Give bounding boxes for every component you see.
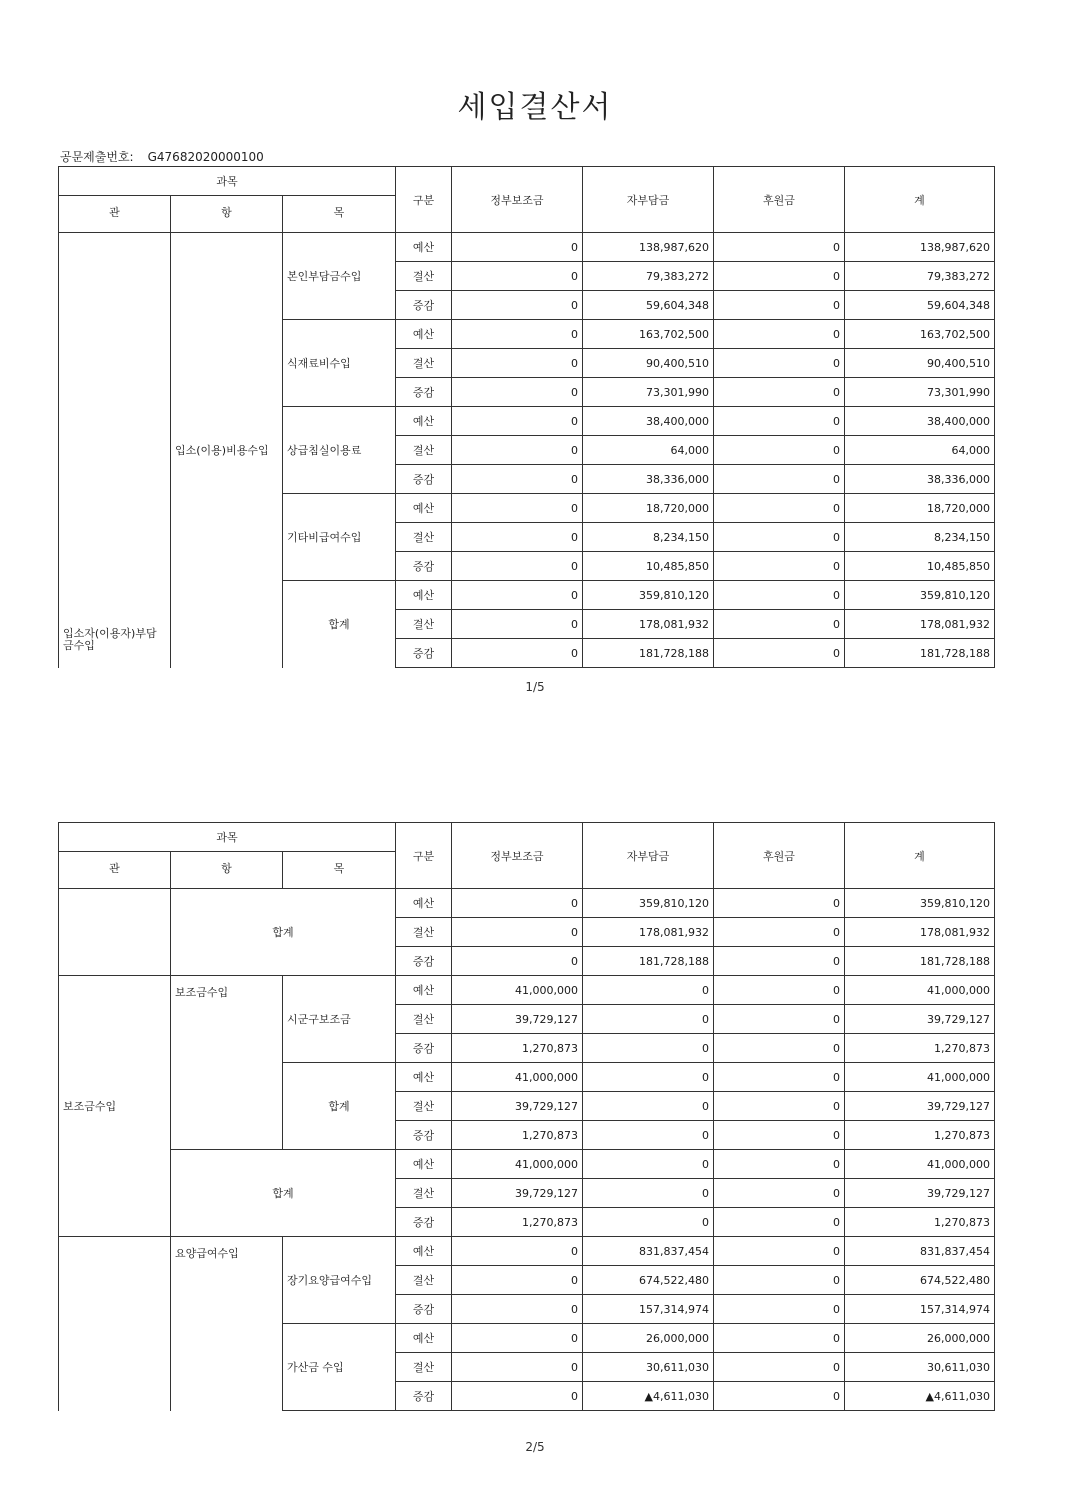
mok-label: 가산금 수입 [283,1324,396,1411]
page-number: 1/5 [525,680,545,694]
total-cell: 359,810,120 [845,889,995,918]
donation-cell: 0 [714,1092,845,1121]
total-cell: 26,000,000 [845,1324,995,1353]
total-cell: 73,301,990 [845,378,995,407]
gov-subsidy-cell: 0 [452,1266,583,1295]
donation-cell: 0 [714,523,845,552]
gwan-header: 관 [59,852,171,889]
gov-subsidy-cell: 41,000,000 [452,976,583,1005]
gov-subsidy-cell: 0 [452,1324,583,1353]
gov-subsidy-cell: 41,000,000 [452,1150,583,1179]
self-pay-cell: 0 [583,1063,714,1092]
row-type-label: 예산 [396,1237,452,1266]
gov-subsidy-cell: 0 [452,465,583,494]
row-type-label: 예산 [396,976,452,1005]
total-cell: 1,270,873 [845,1208,995,1237]
total-cell: 30,611,030 [845,1353,995,1382]
table-row [59,1150,995,1179]
total-cell: 674,522,480 [845,1266,995,1295]
total-cell: 18,720,000 [845,494,995,523]
total-cell: 41,000,000 [845,1063,995,1092]
donation-cell: 0 [714,349,845,378]
row-type-label: 증감 [396,1382,452,1411]
self-pay-cell: 359,810,120 [583,889,714,918]
self-pay-cell: 18,720,000 [583,494,714,523]
row-type-label: 예산 [396,1063,452,1092]
donation-cell: 0 [714,494,845,523]
donation-cell: 0 [714,1179,845,1208]
row-type-label: 결산 [396,1266,452,1295]
total-cell: 359,810,120 [845,581,995,610]
total-cell: 178,081,932 [845,918,995,947]
total-cell: 79,383,272 [845,262,995,291]
gov-subsidy-cell: 1,270,873 [452,1208,583,1237]
row-type-label: 예산 [396,1150,452,1179]
donation-cell: 0 [714,1382,845,1411]
mok-label: 시군구보조금 [283,976,396,1063]
self-pay-cell: 90,400,510 [583,349,714,378]
self-pay-cell: 138,987,620 [583,233,714,262]
submission-number-label: 공문제출번호: [60,150,134,164]
self-pay-cell: 26,000,000 [583,1324,714,1353]
gubun-header: 구분 [396,167,452,233]
row-type-label: 결산 [396,918,452,947]
gov-subsidy-cell: 0 [452,349,583,378]
total-cell: 831,837,454 [845,1237,995,1266]
gwan-label: 보조금수입 [59,976,171,1237]
gov-subsidy-cell: 0 [452,947,583,976]
donation-cell: 0 [714,1295,845,1324]
row-type-label: 예산 [396,320,452,349]
total-cell: 163,702,500 [845,320,995,349]
gov-subsidy-cell: 0 [452,291,583,320]
hang-header: 항 [171,196,283,233]
row-type-label: 결산 [396,1092,452,1121]
donation-cell: 0 [714,889,845,918]
donation-cell: 0 [714,1063,845,1092]
gov-subsidy-cell: 0 [452,918,583,947]
gwan-label-next [59,1237,171,1411]
donation-cell: 0 [714,1208,845,1237]
mok-label: 합계 [283,581,396,668]
gov-subsidy-cell: 0 [452,233,583,262]
mok-header: 목 [283,852,396,889]
hang-header: 항 [171,852,283,889]
gov-subsidy-cell: 0 [452,1353,583,1382]
self-pay-cell: 0 [583,1208,714,1237]
donation-cell: 0 [714,233,845,262]
gov-subsidy-cell: 0 [452,552,583,581]
total-cell: 178,081,932 [845,610,995,639]
row-type-label: 결산 [396,349,452,378]
gov-subsidy-cell: 0 [452,1382,583,1411]
document-title: 세입결산서 [457,90,613,125]
gubun-header: 구분 [396,823,452,889]
mok-label: 기타비급여수입 [283,494,396,581]
self-pay-cell: 79,383,272 [583,262,714,291]
gov-subsidy-cell: 39,729,127 [452,1179,583,1208]
gov-subsidy-cell: 0 [452,1295,583,1324]
gov-subsidy-cell: 39,729,127 [452,1092,583,1121]
mok-label: 상급침실이용료 [283,407,396,494]
total-cell: 41,000,000 [845,976,995,1005]
total-header: 계 [845,823,995,889]
gov-subsidy-cell: 0 [452,378,583,407]
gov-subsidy-header: 정부보조금 [452,823,583,889]
mok-label: 식재료비수입 [283,320,396,407]
self-pay-cell: 674,522,480 [583,1266,714,1295]
total-cell: 138,987,620 [845,233,995,262]
table-row [59,233,995,262]
row-type-label: 증감 [396,1034,452,1063]
gov-subsidy-cell: 0 [452,610,583,639]
row-type-label: 결산 [396,1353,452,1382]
mok-label: 장기요양급여수입 [283,1237,396,1324]
self-pay-cell: 359,810,120 [583,581,714,610]
donation-cell: 0 [714,1150,845,1179]
self-pay-cell: 0 [583,1034,714,1063]
donation-cell: 0 [714,291,845,320]
row-type-label: 결산 [396,436,452,465]
self-pay-cell: 10,485,850 [583,552,714,581]
total-cell: 38,400,000 [845,407,995,436]
gov-subsidy-cell: 0 [452,262,583,291]
total-cell: 1,270,873 [845,1034,995,1063]
donation-cell: 0 [714,552,845,581]
mok-sum-label: 합계 [283,1063,396,1150]
total-cell: 90,400,510 [845,349,995,378]
donation-cell: 0 [714,1237,845,1266]
row-type-label: 증감 [396,639,452,668]
page-number: 2/5 [525,1440,545,1454]
row-type-label: 증감 [396,1208,452,1237]
gov-subsidy-cell: 0 [452,407,583,436]
row-type-label: 증감 [396,465,452,494]
row-type-label: 증감 [396,552,452,581]
self-pay-cell: 0 [583,976,714,1005]
gov-subsidy-header: 정부보조금 [452,167,583,233]
total-cell: 1,270,873 [845,1121,995,1150]
donation-cell: 0 [714,610,845,639]
total-cell: 41,000,000 [845,1150,995,1179]
donation-cell: 0 [714,976,845,1005]
row-type-label: 증감 [396,291,452,320]
gwan-label: 입소자(이용자)부담금수입 [59,233,171,668]
gov-subsidy-cell: 0 [452,889,583,918]
row-type-label: 증감 [396,947,452,976]
donation-cell: 0 [714,1121,845,1150]
mok-label: 본인부담금수입 [283,233,396,320]
donation-header: 후원금 [714,167,845,233]
gov-subsidy-cell: 0 [452,639,583,668]
row-type-label: 증감 [396,1121,452,1150]
self-pay-cell: 30,611,030 [583,1353,714,1382]
total-cell: 38,336,000 [845,465,995,494]
total-cell: 64,000 [845,436,995,465]
submission-number [60,148,264,165]
self-pay-cell: 0 [583,1179,714,1208]
gov-subsidy-cell: 1,270,873 [452,1121,583,1150]
donation-cell: 0 [714,407,845,436]
donation-cell: 0 [714,320,845,349]
self-pay-cell: 73,301,990 [583,378,714,407]
total-cell: 10,485,850 [845,552,995,581]
table-row [59,976,995,1005]
self-pay-cell: 181,728,188 [583,947,714,976]
gov-subsidy-cell: 1,270,873 [452,1034,583,1063]
self-pay-cell: 178,081,932 [583,610,714,639]
self-pay-cell: 178,081,932 [583,918,714,947]
table-row [59,1237,995,1266]
row-type-label: 결산 [396,523,452,552]
row-type-label: 예산 [396,889,452,918]
hang-label: 요양급여수입 [171,1237,283,1411]
self-pay-cell: ▲4,611,030 [583,1382,714,1411]
hang-label: 입소(이용)비용수입 [171,233,283,668]
total-cell: ▲4,611,030 [845,1382,995,1411]
gov-subsidy-cell: 0 [452,436,583,465]
self-pay-cell: 181,728,188 [583,639,714,668]
gov-subsidy-cell: 0 [452,320,583,349]
donation-cell: 0 [714,581,845,610]
donation-cell: 0 [714,436,845,465]
revenue-table-page-2 [58,822,995,1411]
row-type-label: 예산 [396,1324,452,1353]
hang-sum-label: 합계 [171,1150,396,1237]
row-type-label: 증감 [396,1295,452,1324]
self-pay-cell: 0 [583,1150,714,1179]
total-cell: 8,234,150 [845,523,995,552]
donation-cell: 0 [714,947,845,976]
row-type-label: 증감 [396,378,452,407]
donation-header: 후원금 [714,823,845,889]
self-pay-cell: 8,234,150 [583,523,714,552]
self-pay-cell: 831,837,454 [583,1237,714,1266]
donation-cell: 0 [714,465,845,494]
self-pay-cell: 0 [583,1121,714,1150]
total-cell: 39,729,127 [845,1179,995,1208]
self-pay-cell: 163,702,500 [583,320,714,349]
hang-label: 보조금수입 [171,976,283,1150]
row-type-label: 결산 [396,1179,452,1208]
gov-subsidy-cell: 39,729,127 [452,1005,583,1034]
hang-sum-label: 합계 [171,889,396,976]
row-type-label: 예산 [396,494,452,523]
self-pay-cell: 59,604,348 [583,291,714,320]
row-type-label: 결산 [396,262,452,291]
self-pay-cell: 64,000 [583,436,714,465]
revenue-table-page-1 [58,166,995,668]
self-pay-cell: 38,336,000 [583,465,714,494]
gov-subsidy-cell: 0 [452,1237,583,1266]
self-pay-header: 자부담금 [583,167,714,233]
row-type-label: 결산 [396,1005,452,1034]
total-header: 계 [845,167,995,233]
self-pay-cell: 0 [583,1005,714,1034]
gov-subsidy-cell: 0 [452,494,583,523]
mok-header: 목 [283,196,396,233]
donation-cell: 0 [714,1005,845,1034]
gov-subsidy-cell: 0 [452,523,583,552]
gwan-header: 관 [59,196,171,233]
table-row [59,889,995,918]
donation-cell: 0 [714,1324,845,1353]
self-pay-cell: 0 [583,1092,714,1121]
donation-cell: 0 [714,378,845,407]
total-cell: 157,314,974 [845,1295,995,1324]
total-cell: 39,729,127 [845,1005,995,1034]
donation-cell: 0 [714,918,845,947]
donation-cell: 0 [714,262,845,291]
row-type-label: 결산 [396,610,452,639]
total-cell: 181,728,188 [845,639,995,668]
gwan-label-continued [59,889,171,976]
total-cell: 181,728,188 [845,947,995,976]
subject-header: 과목 [59,823,396,852]
subject-header: 과목 [59,167,396,196]
donation-cell: 0 [714,639,845,668]
total-cell: 39,729,127 [845,1092,995,1121]
row-type-label: 예산 [396,233,452,262]
gov-subsidy-cell: 41,000,000 [452,1063,583,1092]
submission-number-value: G47682020000100 [147,150,264,164]
donation-cell: 0 [714,1034,845,1063]
gov-subsidy-cell: 0 [452,581,583,610]
total-cell: 59,604,348 [845,291,995,320]
row-type-label: 예산 [396,407,452,436]
self-pay-header: 자부담금 [583,823,714,889]
row-type-label: 예산 [396,581,452,610]
donation-cell: 0 [714,1266,845,1295]
self-pay-cell: 157,314,974 [583,1295,714,1324]
donation-cell: 0 [714,1353,845,1382]
self-pay-cell: 38,400,000 [583,407,714,436]
